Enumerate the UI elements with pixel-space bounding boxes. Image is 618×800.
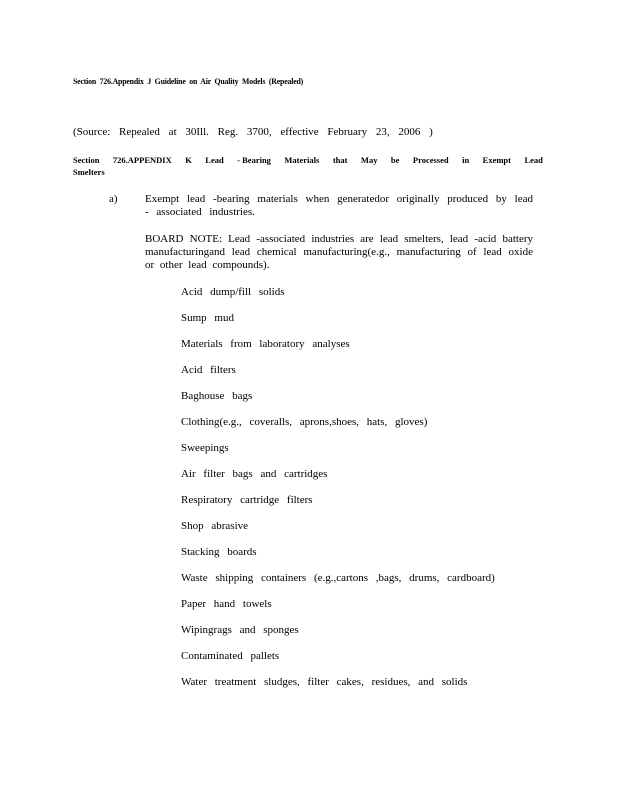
appendix-heading-word: Section: [73, 155, 100, 165]
list-item: Clothing(e.g., coveralls, aprons,shoes, hats, gloves): [181, 416, 428, 428]
list-item: Acid dump/fill solids: [181, 286, 285, 298]
appendix-heading-word: in: [462, 155, 470, 165]
appendix-heading-word: K: [185, 155, 192, 165]
materials-list: [181, 286, 495, 702]
appendix-heading: [73, 154, 543, 178]
list-item: Waste shipping containers (e.g.,cartons ,bags, drums, cardboard): [181, 572, 495, 584]
item-text: Exempt lead -bearing materials when generatedor originally produced by lead - associated industries.: [145, 193, 534, 218]
list-item: Water treatment sludges, filter cakes, residues, and solids: [181, 676, 468, 688]
list-item: Sweepings: [181, 442, 229, 454]
list-item: Wipingrags and sponges: [181, 624, 299, 636]
board-note: BOARD NOTE: Lead -associated industries are lead smelters, lead -acid battery manufacturingand lead chemical manufacturing(e.g., manufacturing of lead oxide or other lead compounds).: [145, 233, 533, 271]
appendix-heading-word: Lead: [524, 155, 543, 165]
appendix-heading-word: - Bearing: [237, 155, 271, 165]
appendix-heading-word: Lead: [205, 155, 224, 165]
source-note: (Source: Repealed at 30Ill. Reg. 3700, effective February 23, 2006 ): [73, 126, 433, 138]
list-item: Respiratory cartridge filters: [181, 494, 313, 506]
item-marker: a): [109, 193, 118, 205]
list-item: Acid filters: [181, 364, 236, 376]
list-item: Materials from laboratory analyses: [181, 338, 350, 350]
list-item: Air filter bags and cartridges: [181, 468, 328, 480]
appendix-heading-word: May: [360, 155, 378, 165]
appendix-heading-line: [73, 154, 543, 166]
appendix-heading-word: Materials: [284, 155, 320, 165]
appendix-heading-word: 726.APPENDIX: [112, 155, 172, 165]
appendix-heading-word: Exempt: [482, 155, 511, 165]
appendix-heading-word: that: [332, 155, 348, 165]
list-item: Baghouse bags: [181, 390, 253, 402]
section-heading: Section 726.Appendix J Guideline on Air Quality Models (Repealed): [73, 76, 304, 86]
list-item: Shop abrasive: [181, 520, 249, 532]
list-item: Contaminated pallets: [181, 650, 280, 662]
appendix-heading-word: be: [390, 155, 400, 165]
list-item: Sump mud: [181, 312, 234, 324]
list-item: Stacking boards: [181, 546, 257, 558]
appendix-heading-continuation: Smelters: [73, 167, 105, 177]
appendix-heading-word: Processed: [412, 155, 449, 165]
list-item: Paper hand towels: [181, 598, 272, 610]
